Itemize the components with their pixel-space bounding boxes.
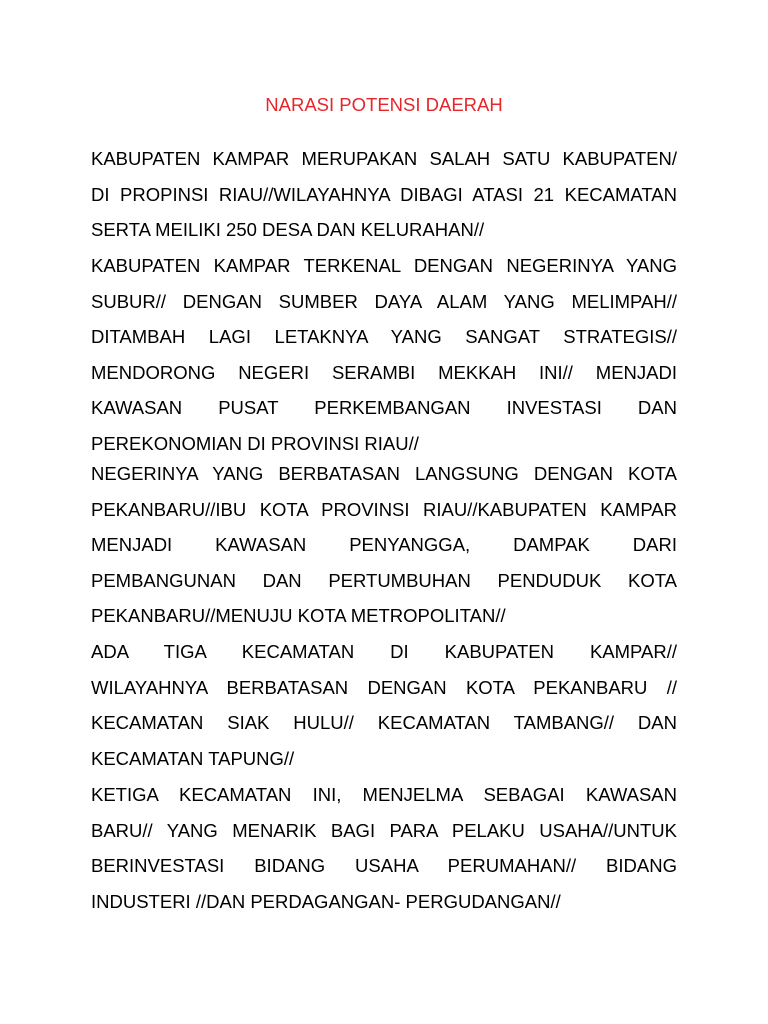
paragraph-line: SERTA MEILIKI 250 DESA DAN KELURAHAN// xyxy=(91,219,485,240)
paragraph-line: BARU// YANG MENARIK BAGI PARA PELAKU USAHA//UNTUK xyxy=(91,819,677,841)
paragraph-1 xyxy=(91,141,677,248)
paragraph-line: NEGERINYA YANG BERBATASAN LANGSUNG DENGAN KOTA xyxy=(91,463,677,484)
paragraph-3 xyxy=(91,456,677,634)
paragraph-line: KETIGA KECAMATAN INI, MENJELMA SEBAGAI KAWASAN xyxy=(91,784,677,805)
paragraph-line: DITAMBAH LAGI LETAKNYA YANG SANGAT STRATEGIS// xyxy=(91,326,677,347)
paragraph-line: KECAMATAN TAPUNG// xyxy=(91,747,295,769)
paragraph-2 xyxy=(91,248,677,461)
paragraph-line: MENJADI KAWASAN PENYANGGA, DAMPAK DARI xyxy=(91,534,677,555)
paragraph-4 xyxy=(91,634,677,776)
paragraph-line: PEREKONOMIAN DI PROVINSI RIAU// xyxy=(91,432,419,454)
paragraph-line: PEKANBARU//IBU KOTA PROVINSI RIAU//KABUPATEN KAMPAR xyxy=(91,498,677,520)
paragraph-line: MENDORONG NEGERI SERAMBI MEKKAH INI// MENJADI xyxy=(91,361,677,383)
paragraph-line: KAWASAN PUSAT PERKEMBANGAN INVESTASI DAN xyxy=(91,397,677,418)
paragraph-5 xyxy=(91,777,677,919)
paragraph-line: KABUPATEN KAMPAR MERUPAKAN SALAH SATU KABUPATEN/ xyxy=(91,148,677,169)
paragraph-line: SUBUR// DENGAN SUMBER DAYA ALAM YANG MELIMPAH// xyxy=(91,290,677,312)
paragraph-line: KABUPATEN KAMPAR TERKENAL DENGAN NEGERINYA YANG xyxy=(91,255,677,276)
document-title: NARASI POTENSI DAERAH xyxy=(265,94,503,115)
paragraph-line: ADA TIGA KECAMATAN DI KABUPATEN KAMPAR// xyxy=(91,641,677,662)
paragraph-line: INDUSTERI //DAN PERDAGANGAN- PERGUDANGAN// xyxy=(91,890,561,912)
paragraph-line: WILAYAHNYA BERBATASAN DENGAN KOTA PEKANBARU // xyxy=(91,676,677,698)
paragraph-line: PEKANBARU//MENUJU KOTA METROPOLITAN// xyxy=(91,605,506,626)
paragraph-line: DI PROPINSI RIAU//WILAYAHNYA DIBAGI ATASI 21 KECAMATAN xyxy=(91,183,677,205)
paragraph-line: BERINVESTASI BIDANG USAHA PERUMAHAN// BIDANG xyxy=(91,855,677,876)
paragraph-line: PEMBANGUNAN DAN PERTUMBUHAN PENDUDUK KOTA xyxy=(91,569,677,591)
paragraph-line: KECAMATAN SIAK HULU// KECAMATAN TAMBANG// DAN xyxy=(91,712,677,733)
